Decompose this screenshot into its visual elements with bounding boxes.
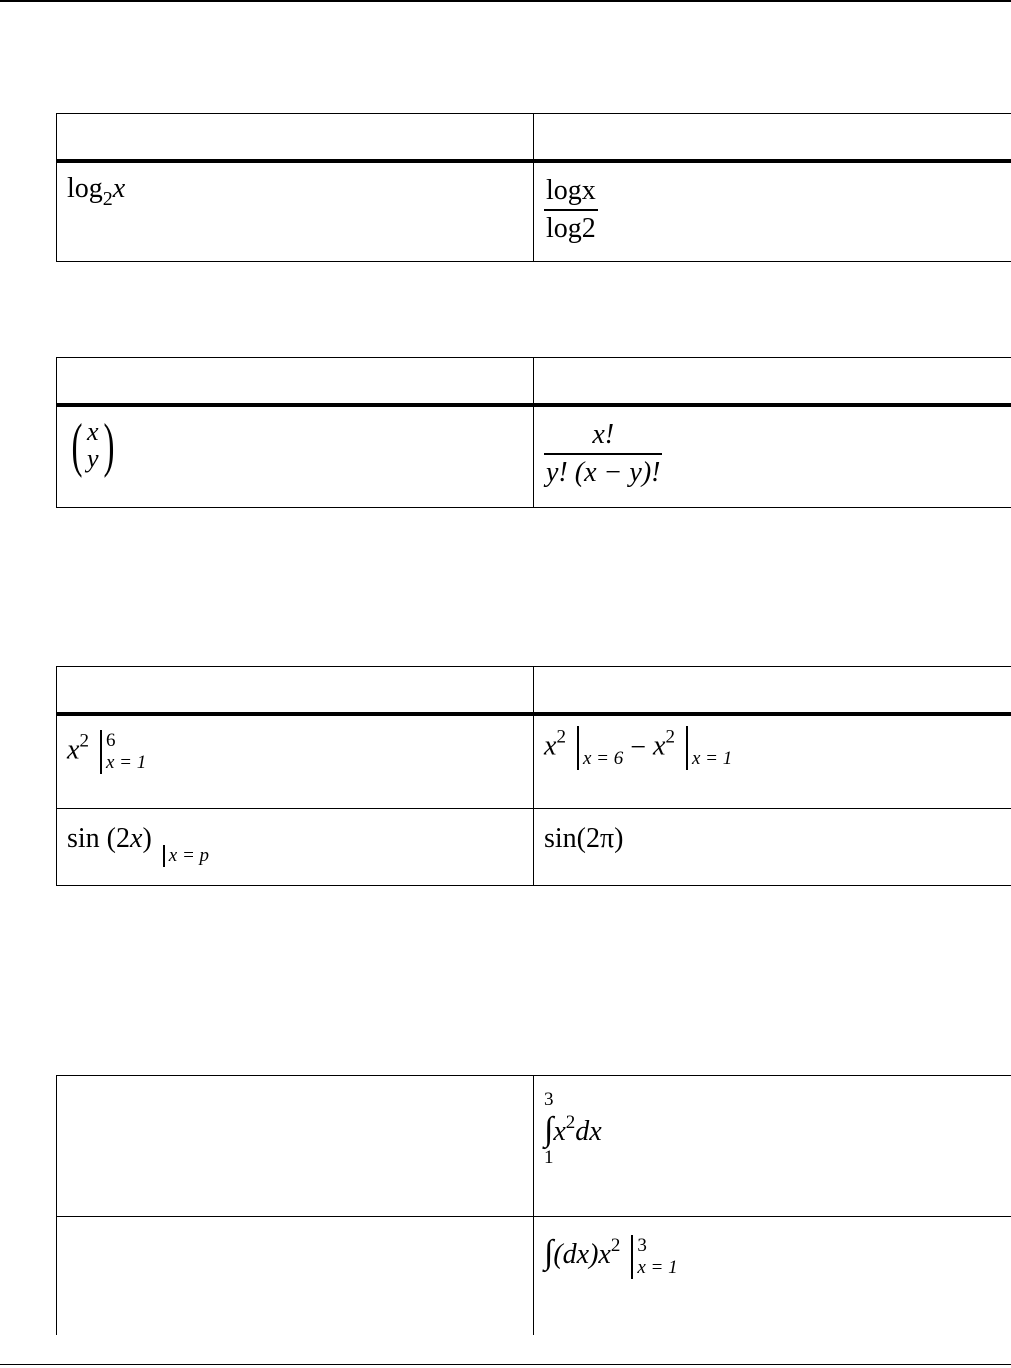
header-cell-left bbox=[57, 358, 534, 406]
log-ratio-expression: $\frac{\log x}{\log 2}$ bbox=[534, 161, 1011, 262]
top-rule bbox=[0, 0, 1011, 2]
header-cell-right bbox=[534, 667, 1011, 715]
table-row bbox=[57, 161, 1011, 262]
sin-result-expression: sin(2π) bbox=[534, 809, 1011, 886]
table-row bbox=[57, 1076, 1011, 1217]
table-header-row bbox=[57, 114, 1011, 162]
integral-table bbox=[56, 1075, 1011, 1335]
integral-evaluated-expression: $\int(dx)x^2$ 3 x = 1 bbox=[534, 1217, 1011, 1336]
table-header-row bbox=[57, 358, 1011, 406]
evaluation-table bbox=[56, 666, 1011, 886]
factorial-fraction-expression: $\frac{x!}{y! (x - y)!}$ bbox=[534, 405, 1011, 508]
table-header-row bbox=[57, 667, 1011, 715]
log-conversion-table bbox=[56, 113, 1011, 262]
table-row bbox=[57, 1217, 1011, 1336]
log-base2-expression: $\log_2x$ bbox=[57, 161, 534, 262]
table-row bbox=[57, 405, 1011, 508]
header-cell-left bbox=[57, 114, 534, 162]
header-cell-right bbox=[534, 358, 1011, 406]
table-row bbox=[57, 714, 1011, 809]
header-cell-left bbox=[57, 667, 534, 715]
integral-left-cell bbox=[57, 1217, 534, 1336]
binomial-expression: ( x y ) bbox=[57, 405, 534, 508]
header-cell-right bbox=[534, 114, 1011, 162]
bottom-rule bbox=[0, 1364, 1011, 1365]
integral-left-cell bbox=[57, 1076, 534, 1217]
evaluated-difference-expression: $x^2$ x = 6 − $x^2$ x = 1 bbox=[534, 714, 1011, 809]
sin-evaluated-expression: sin (2x) x = p bbox=[57, 809, 534, 886]
binomial-table bbox=[56, 357, 1011, 508]
definite-integral-expression: 3 $\int x^2dx$ 1 bbox=[534, 1076, 1011, 1217]
evaluated-range-expression: $x^2$ 6 x = 1 bbox=[57, 714, 534, 809]
table-row bbox=[57, 809, 1011, 886]
